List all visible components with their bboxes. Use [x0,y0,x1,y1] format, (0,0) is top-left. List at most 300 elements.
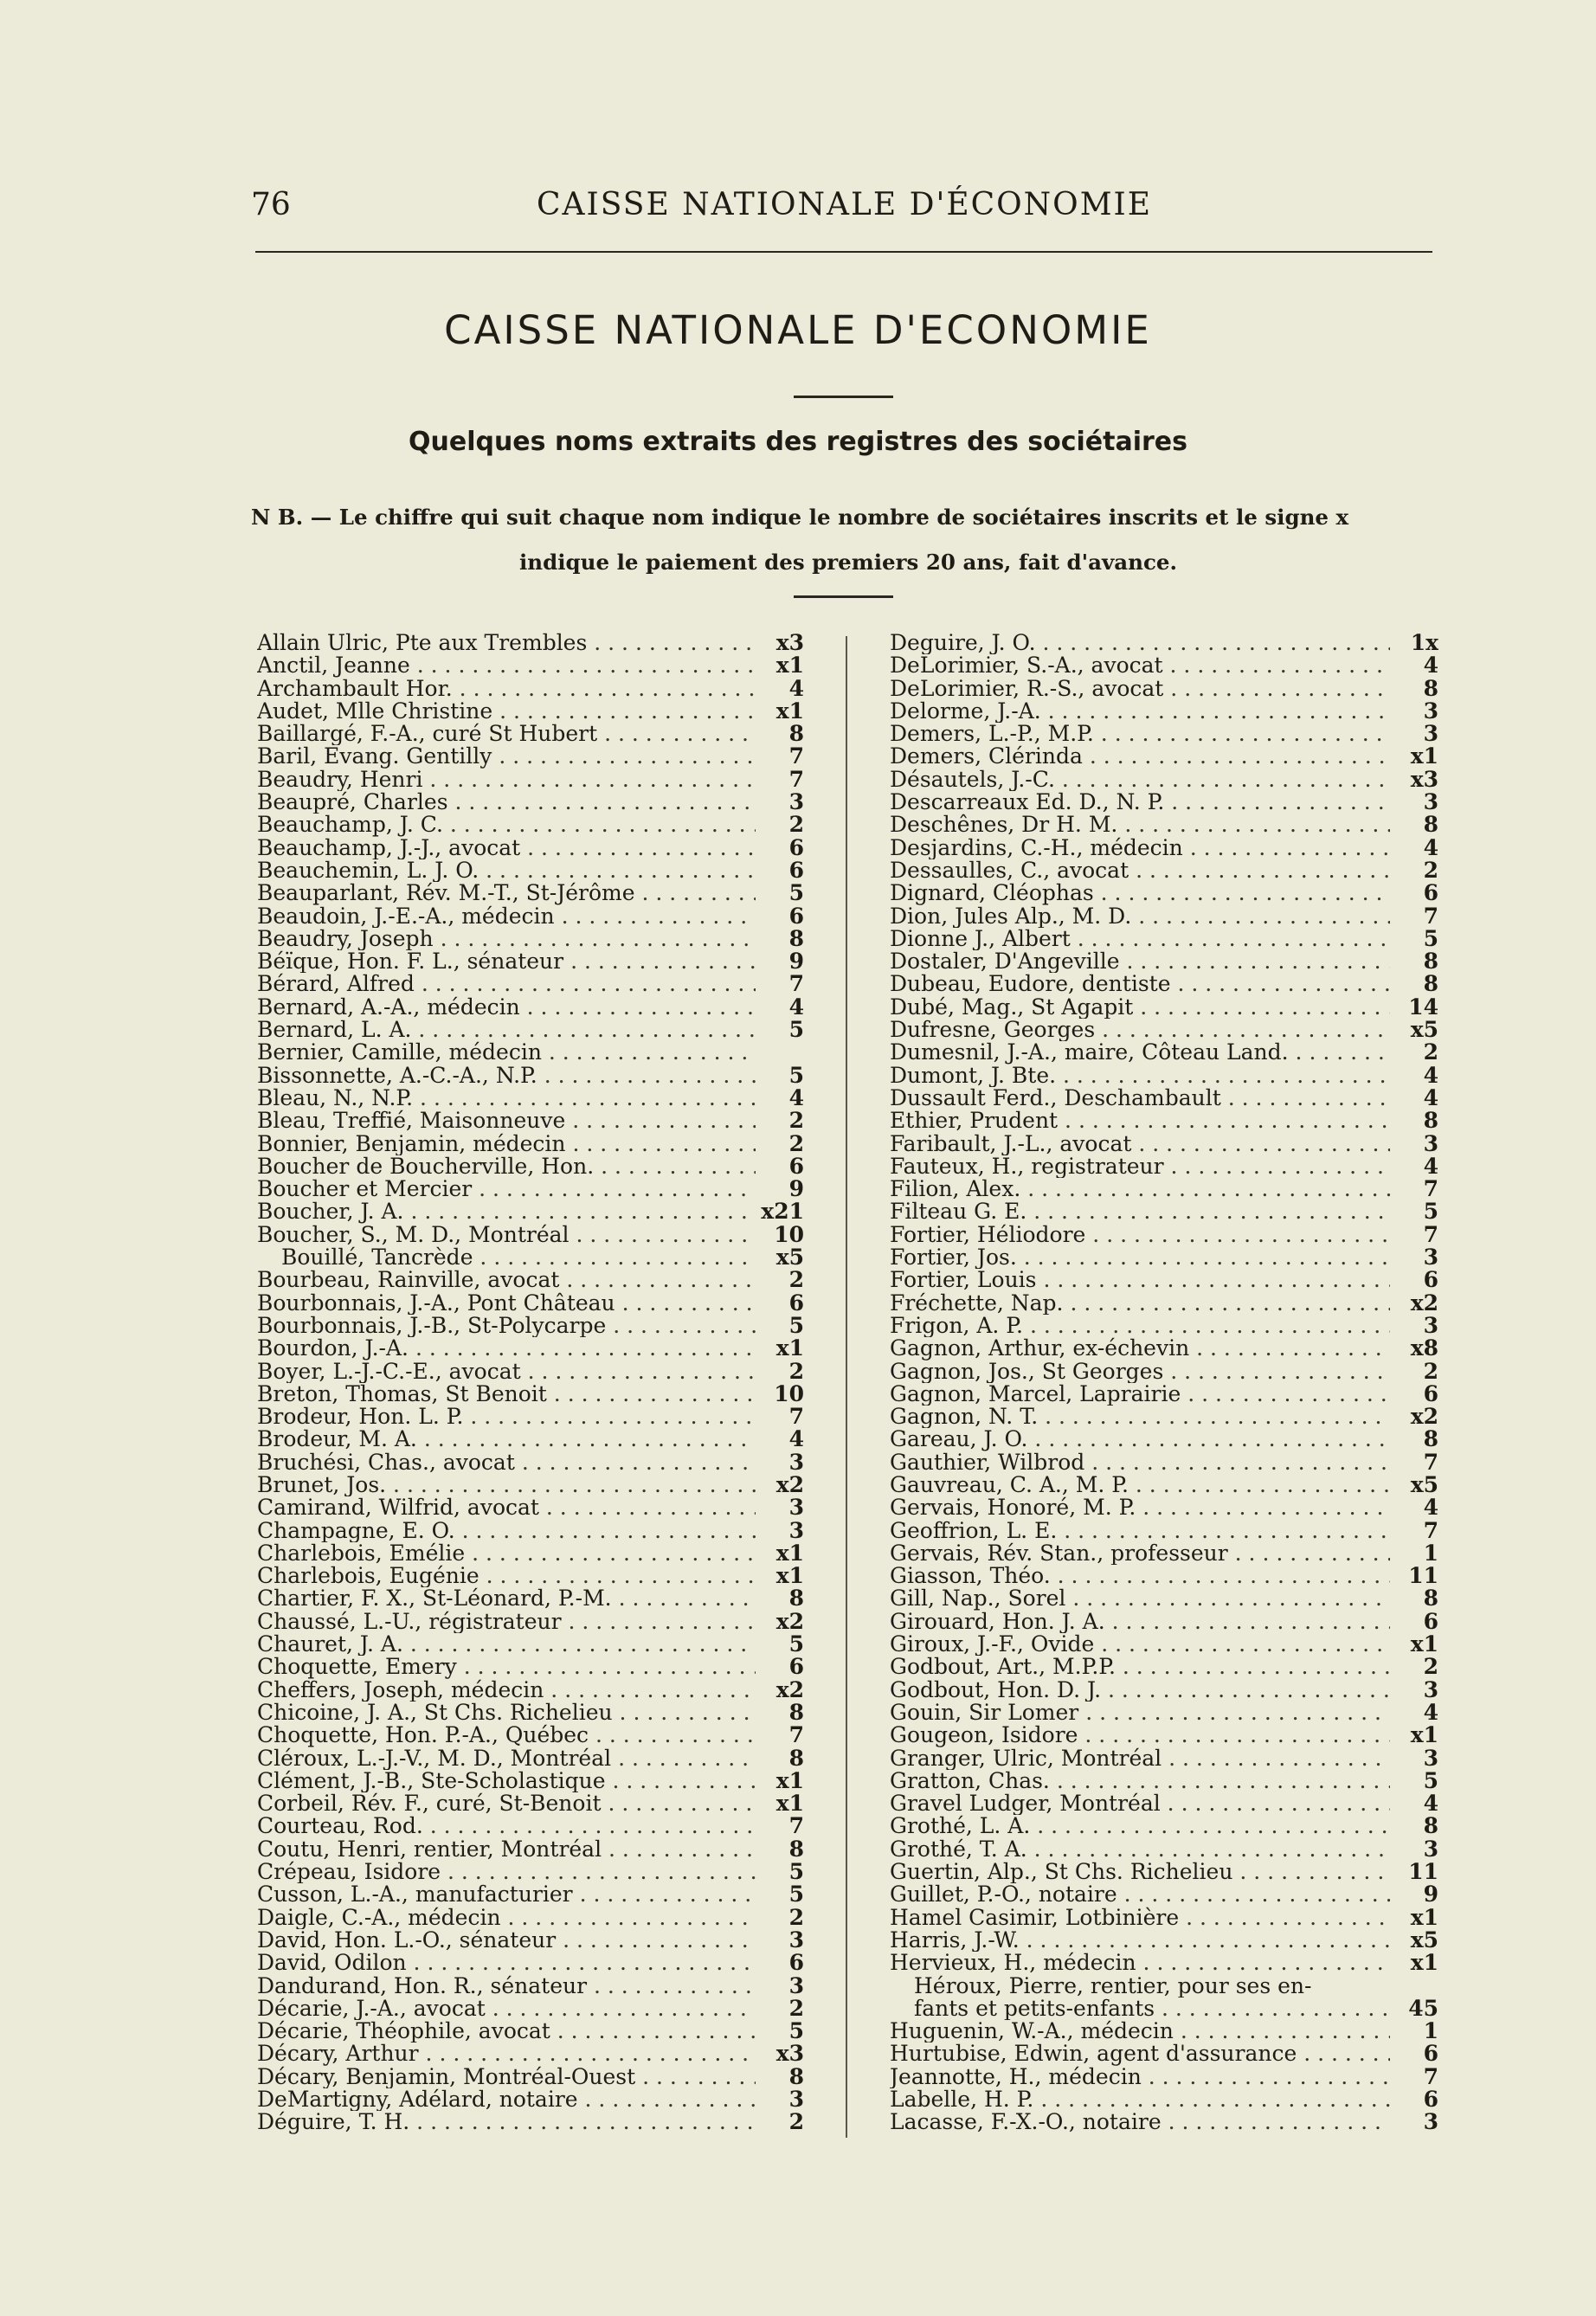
member-name: Boucher, J. A. . . . [257,1200,756,1223]
list-item [257,1861,804,1883]
member-name: Fortier, Louis . . . [890,1269,1390,1291]
member-name: Cusson, L.-A., manufacturier . . . [257,1883,756,1906]
list-item [257,1770,804,1792]
member-name: Deschênes, Dr H. M. . . . [890,814,1390,836]
list-item [890,973,1438,995]
list-item [257,1724,804,1747]
member-count: 1 [1423,1541,1438,1566]
list-item [257,1224,804,1246]
list-item [890,1224,1438,1246]
list-item [257,1315,804,1337]
column-divider [846,636,847,2138]
list-item [257,1110,804,1132]
member-count: 8 [788,723,804,746]
list-item [890,2066,1438,2088]
member-name: Gouin, Sir Lomer . . . [890,1702,1390,1724]
member-count: 2 [788,1132,804,1155]
member-name: Geoffrion, L. E. . . . [890,1520,1390,1542]
member-name: Filion, Alex. . . . [890,1178,1390,1200]
member-count: 2 [788,1997,804,2021]
list-item [890,1315,1438,1337]
member-count: x1 [775,1337,804,1361]
member-count: x21 [761,1200,804,1224]
list-item [890,1428,1438,1451]
member-count: 3 [1423,1678,1438,1702]
member-name: Gauvreau, C. A., M. P. . . . [890,1474,1390,1496]
list-item [257,1998,804,2020]
member-count: 2 [788,1360,804,1383]
member-count: 2 [788,2111,804,2134]
member-count: x5 [775,1246,804,1270]
member-count: 2 [788,1906,804,1929]
member-name: Clément, J.-B., Ste-Scholastique . . . [257,1770,756,1792]
member-count: x2 [775,1610,804,1634]
member-name: Dumont, J. Bte. . . . [890,1065,1390,1087]
member-count: 4 [1423,1496,1438,1520]
member-count: 8 [1423,1587,1438,1611]
title-divider [794,396,893,398]
member-name: Corbeil, Rév. F., curé, St-Benoit . . . [257,1792,756,1815]
member-name: Dionne J., Albert . . . [890,928,1390,950]
member-name: Coutu, Henri, rentier, Montréal . . . [257,1838,756,1861]
member-count: 4 [1423,1064,1438,1087]
member-name: Beaudry, Henri . . . [257,769,756,791]
member-count: 7 [1423,1451,1438,1474]
member-count: x1 [775,1565,804,1588]
member-name: Champagne, E. O. . . . [257,1520,756,1542]
member-count: x1 [775,1769,804,1793]
member-count: 6 [788,904,804,928]
list-item [890,1269,1438,1291]
list-item [890,1861,1438,1883]
list-item [257,2043,804,2065]
member-count: 3 [1423,791,1438,814]
list-item [890,700,1438,723]
member-name: DeLorimier, R.-S., avocat . . . [890,678,1390,700]
explanatory-note [251,495,1445,585]
member-count: 4 [788,1086,804,1110]
member-count: 4 [788,995,804,1020]
member-name: Choquette, Hon. P.-A., Québec . . . [257,1724,756,1747]
member-count: 9 [1423,1883,1438,1907]
member-count: 45 [1408,1997,1438,2021]
list-item [890,882,1438,904]
member-name: Giasson, Théo. . . . [890,1565,1390,1587]
member-name: Bernier, Camille, médecin . . . [257,1041,756,1064]
member-count: 6 [1423,882,1438,905]
list-item [890,791,1438,814]
list-item [890,2043,1438,2065]
member-name: Gervais, Rév. Stan., professeur . . . [890,1542,1390,1565]
list-item [890,1907,1438,1929]
member-name: Breton, Thomas, St Benoit . . . [257,1383,756,1406]
header-rule [255,251,1432,253]
list-item [890,1565,1438,1587]
list-item [257,1406,804,1428]
member-count: 5 [788,1883,804,1907]
member-count: 5 [788,882,804,905]
member-name: Fortier, Héliodore . . . [890,1224,1390,1246]
member-count: 5 [1423,1769,1438,1793]
list-item [257,1747,804,1770]
member-name: Boucher et Mercier . . . [257,1178,756,1200]
list-item [257,632,804,654]
list-item [890,1520,1438,1542]
member-count: 5 [788,1064,804,1087]
member-name: Beauchemin, L. J. O. . . . [257,859,756,882]
member-name: Huguenin, W.-A., médecin . . . [890,2020,1390,2043]
member-count: 7 [1423,2065,1438,2088]
member-name: Faribault, J.-L., avocat . . . [890,1133,1390,1155]
member-count: 7 [1423,1223,1438,1247]
list-item [257,882,804,904]
list-item [890,632,1438,654]
member-count: 3 [1423,2111,1438,2134]
list-item [257,1838,804,1861]
member-name: Chartier, F. X., St-Léonard, P.-M. . . . [257,1587,756,1610]
member-name: Désautels, J.-C. . . . [890,769,1390,791]
running-title: CAISSE NATIONALE D'ÉCONOMIE [537,187,1153,222]
member-count: 4 [1423,1155,1438,1179]
list-item [890,1155,1438,1178]
member-count: 7 [1423,1178,1438,1201]
member-count: x2 [1410,1406,1438,1429]
list-item [257,1702,804,1724]
list-item [257,678,804,700]
member-name: Gratton, Chas. . . . [890,1770,1390,1792]
member-name: Beauchamp, J.-J., avocat . . . [257,837,756,859]
list-item [890,2020,1438,2043]
member-name: fants et petits-enfants . . . [890,1998,1390,2020]
member-count: 10 [774,1382,804,1406]
member-count: 8 [1423,1110,1438,1133]
member-count: 4 [1423,1086,1438,1110]
member-name: Bruchési, Chas., avocat . . . [257,1451,756,1474]
list-item [257,1929,804,1952]
member-count: 3 [788,1496,804,1520]
member-name: Allain Ulric, Pte aux Trembles . . . [257,632,756,654]
list-item [890,950,1438,973]
member-count: 6 [1423,2088,1438,2112]
list-item [890,1496,1438,1519]
member-count: 7 [788,1815,804,1838]
member-count: x1 [1410,1906,1438,1929]
member-count: 6 [788,1291,804,1315]
member-name: Baril, Evang. Gentilly . . . [257,745,756,768]
member-count: x2 [1410,1291,1438,1315]
member-name: Godbout, Hon. D. J. . . . [890,1679,1390,1702]
member-name: Dufresne, Georges . . . [890,1019,1390,1041]
list-item [890,1998,1438,2020]
member-count: x1 [775,654,804,678]
list-item [257,700,804,723]
list-item [890,1702,1438,1724]
member-name: Dignard, Cléophas . . . [890,882,1390,904]
list-item [890,814,1438,836]
member-name: Camirand, Wilfrid, avocat . . . [257,1496,756,1519]
list-item [890,1815,1438,1837]
list-item [257,1542,804,1565]
list-item [890,1200,1438,1223]
list-item [257,1496,804,1519]
note-divider [794,595,893,598]
member-name: Bouillé, Tancrède . . . [257,1246,756,1269]
member-count: 4 [788,677,804,700]
member-count: x5 [1410,1019,1438,1042]
member-count: 6 [1423,1382,1438,1406]
member-count: 8 [788,2065,804,2088]
list-item [257,1383,804,1406]
page-subtitle: Quelques noms extraits des registres des sociétaires [408,427,1188,457]
list-item [890,1633,1438,1656]
list-item [257,1656,804,1678]
member-count: 4 [1423,1792,1438,1816]
member-name: Héroux, Pierre, rentier, pour ses en- [914,1974,1312,1998]
member-count: 4 [1423,1701,1438,1725]
list-item [890,1929,1438,1952]
list-item [257,1428,804,1451]
list-item [257,1337,804,1360]
member-count: 4 [788,1428,804,1451]
member-name: David, Hon. L.-O., sénateur . . . [257,1929,756,1952]
member-count: 8 [788,1837,804,1862]
list-item [890,1406,1438,1428]
member-count: 3 [1423,1246,1438,1270]
member-name: Hurtubise, Edwin, agent d'assurance . . . [890,2043,1390,2065]
member-count: 8 [1423,973,1438,996]
member-name: Bernard, A.-A., médecin . . . [257,996,756,1019]
member-name: Grothé, T. A. . . . [890,1838,1390,1861]
member-name: Bourbeau, Rainville, avocat . . . [257,1269,756,1291]
list-item [890,996,1438,1019]
list-item [890,837,1438,859]
member-name: Girouard, Hon. J. A. . . . [890,1611,1390,1633]
member-count: 3 [1423,1314,1438,1338]
member-count: 3 [1423,723,1438,746]
member-name: Deguire, J. O. . . . [890,632,1390,654]
list-item [257,1815,804,1837]
member-count: 11 [1408,1861,1438,1884]
member-count: x2 [775,1473,804,1497]
list-item [890,1110,1438,1132]
member-count: 2 [1423,1656,1438,1679]
list-item [890,1656,1438,1678]
member-count: 9 [788,1178,804,1201]
member-name: Granger, Ulric, Montréal . . . [890,1747,1390,1770]
member-name: Descarreaux Ed. D., N. P. . . . [890,791,1390,814]
member-count: 8 [1423,1815,1438,1838]
member-count: 5 [788,1019,804,1042]
member-count: 6 [788,1952,804,1975]
member-count: 5 [1423,1200,1438,1224]
member-count: 2 [788,814,804,837]
member-name: Demers, Clérinda . . . [890,745,1390,768]
list-item [890,1065,1438,1087]
list-item [257,654,804,677]
member-name: Beaupré, Charles . . . [257,791,756,814]
member-name: Hervieux, H., médecin . . . [890,1952,1390,1974]
member-name: Chaussé, L.-U., régistrateur . . . [257,1611,756,1633]
member-name: Boucher de Boucherville, Hon. . . . [257,1155,756,1178]
member-count: 2 [1423,1360,1438,1383]
member-name: Cléroux, L.-J.-V., M. D., Montréal . . . [257,1747,756,1770]
list-item [890,678,1438,700]
member-count: x5 [1410,1473,1438,1497]
list-item [257,723,804,745]
member-name: Filteau G. E. . . . [890,1200,1390,1223]
member-name: Bourbonnais, J.-B., St-Polycarpe . . . [257,1315,756,1337]
member-count: 3 [788,1928,804,1953]
member-name: Décary, Benjamin, Montréal-Ouest . . . [257,2066,756,2088]
list-item [257,1133,804,1155]
member-name: Bourbonnais, J.-A., Pont Château . . . [257,1292,756,1315]
list-item [890,1041,1438,1064]
member-name: Dumesnil, J.-A., maire, Côteau Land. . . . [890,1041,1390,1064]
list-item [257,1611,804,1633]
member-count: 7 [788,973,804,996]
list-item [257,1883,804,1906]
member-name: Gagnon, Jos., St Georges . . . [890,1361,1390,1383]
member-count: 3 [788,1451,804,1474]
member-count: 1x [1410,632,1438,655]
list-item [257,1679,804,1702]
member-count: x1 [1410,1952,1438,1975]
member-count: x1 [775,1541,804,1566]
member-name: Bérard, Alfred . . . [257,973,756,995]
member-name: Giroux, J.-F., Ovide . . . [890,1633,1390,1656]
list-item [890,928,1438,950]
list-item [890,1611,1438,1633]
member-count: 7 [1423,904,1438,928]
member-name: Décary, Arthur . . . [257,2043,756,2065]
member-name: Dostaler, D'Angeville . . . [890,950,1390,973]
member-count: 3 [788,2088,804,2112]
member-count: 7 [788,1724,804,1747]
member-name: Dion, Jules Alp., M. D. . . . [890,905,1390,928]
member-name: Choquette, Emery . . . [257,1656,756,1678]
member-count: 6 [1423,1269,1438,1292]
member-count: 3 [1423,1132,1438,1155]
list-item [257,859,804,882]
member-count: 5 [1423,927,1438,951]
list-item [890,745,1438,768]
list-item [890,1133,1438,1155]
member-name: Charlebois, Eugénie . . . [257,1565,756,1587]
list-item [890,1838,1438,1861]
member-count: 5 [788,1633,804,1657]
member-name: Dussault Ferd., Deschambault . . . [890,1087,1390,1110]
member-name: Charlebois, Emélie . . . [257,1542,756,1565]
list-item [257,928,804,950]
list-item [257,1451,804,1474]
list-item [890,1952,1438,1974]
list-item [890,1361,1438,1383]
member-name: Fréchette, Nap. . . . [890,1292,1390,1315]
list-item [257,2066,804,2088]
member-count: 4 [1423,836,1438,859]
member-name: Bissonnette, A.-C.-A., N.P. . . . [257,1065,756,1087]
member-count: 3 [1423,1837,1438,1862]
member-name: Chicoine, J. A., St Chs. Richelieu . . . [257,1702,756,1724]
list-item [257,1041,804,1064]
member-name: Guillet, P.-O., notaire . . . [890,1883,1390,1906]
list-item [257,950,804,973]
member-name: Chauret, J. A. . . . [257,1633,756,1656]
member-count: x2 [775,1678,804,1702]
member-name: Guertin, Alp., St Chs. Richelieu . . . [890,1861,1390,1883]
member-name: Dubeau, Eudore, dentiste . . . [890,973,1390,995]
member-count: 8 [1423,1428,1438,1451]
member-count: 8 [1423,814,1438,837]
member-count: 8 [1423,950,1438,974]
member-count: x3 [775,2043,804,2066]
page-title: CAISSE NATIONALE D'ECONOMIE [444,307,1152,353]
member-count: x1 [1410,1633,1438,1657]
member-name: Gill, Nap., Sorel . . . [890,1587,1390,1610]
list-item [257,1633,804,1656]
member-name: Déguire, T. H. . . . [257,2111,756,2133]
list-item [257,905,804,928]
member-count: 6 [1423,2043,1438,2066]
list-item [257,2088,804,2111]
member-count: 2 [1423,859,1438,883]
member-count: x8 [1410,1337,1438,1361]
list-item [257,1019,804,1041]
list-item [890,1087,1438,1110]
list-item [890,1292,1438,1315]
member-name: Demers, L.-P., M.P. . . . [890,723,1390,745]
member-count: 11 [1408,1565,1438,1588]
list-item [257,1565,804,1587]
member-name: Gagnon, N. T. . . . [890,1406,1390,1428]
list-item [257,791,804,814]
member-count: 5 [788,2020,804,2043]
member-count: 3 [788,1974,804,1998]
page-number: 76 [251,187,291,222]
member-name: Dessaulles, C., avocat . . . [890,859,1390,882]
list-item [257,1087,804,1110]
member-count: 8 [1423,677,1438,700]
member-name: Boucher, S., M. D., Montréal . . . [257,1224,756,1246]
list-item [257,745,804,768]
member-name: Brodeur, Hon. L. P. . . . [257,1406,756,1428]
list-item [890,1383,1438,1406]
member-name: Delorme, J.-A. . . . [890,700,1390,723]
list-item [257,1361,804,1383]
member-count: 14 [1408,995,1438,1020]
list-item [257,1246,804,1269]
member-name: Gougeon, Isidore . . . [890,1724,1390,1747]
member-count: 8 [788,927,804,951]
note-line-2: indique le paiement des premiers 20 ans, fait d'avance. [518,550,1178,575]
member-name: Courteau, Rod. . . . [257,1815,756,1837]
member-name: Dandurand, Hon. R., sénateur . . . [257,1975,756,1998]
list-item [257,837,804,859]
list-item [257,973,804,995]
list-item [257,1178,804,1200]
member-name: Bonnier, Benjamin, médecin . . . [257,1133,756,1155]
member-name: Anctil, Jeanne . . . [257,654,756,677]
member-count: x1 [1410,745,1438,769]
member-name: Crépeau, Isidore . . . [257,1861,756,1883]
list-item [890,1019,1438,1041]
member-count: 3 [1423,1747,1438,1770]
list-item [257,1155,804,1178]
member-name: Fauteux, H., registrateur . . . [890,1155,1390,1178]
member-name: Godbout, Art., M.P.P. . . . [890,1656,1390,1678]
member-name: Lacasse, F.-X.-O., notaire . . . [890,2111,1390,2133]
member-count: x1 [775,1792,804,1816]
